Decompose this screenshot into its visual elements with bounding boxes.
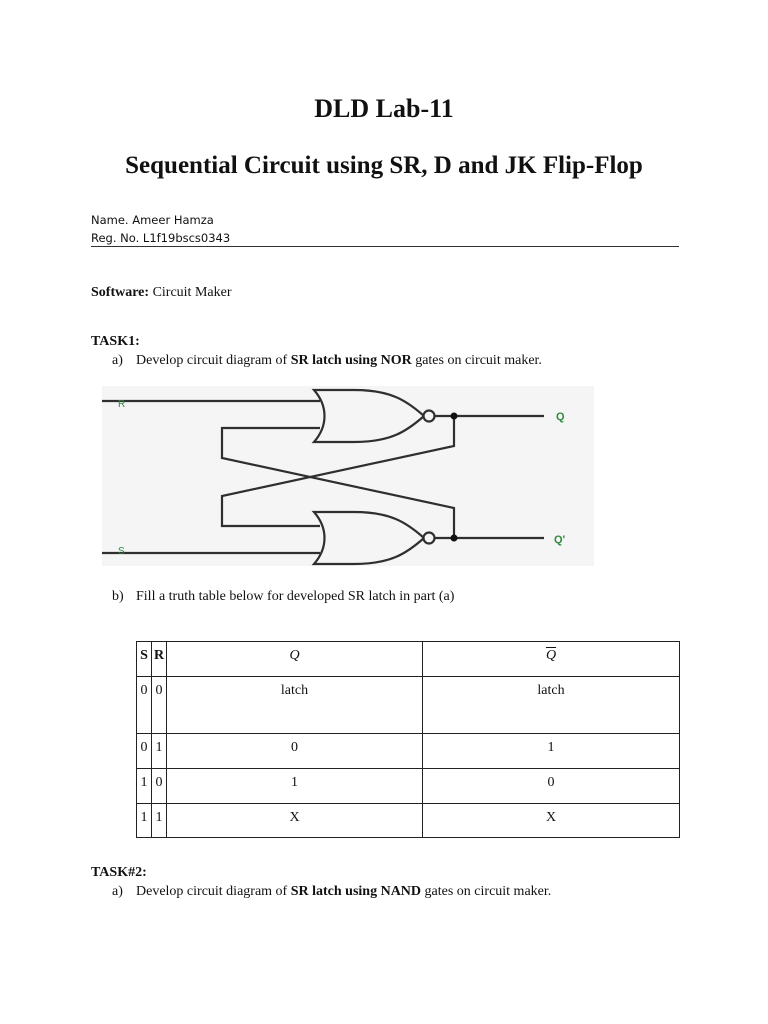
cell-q-bar: latch <box>423 677 680 734</box>
task2-a-bold: SR latch using NAND <box>290 884 422 899</box>
task1-a-bold: SR latch using NOR <box>290 353 412 368</box>
cell-r: 0 <box>152 769 167 804</box>
task1-item-a <box>112 353 123 369</box>
task2-a-post: gates on circuit maker. <box>421 884 552 899</box>
input-s-label: S <box>118 546 125 557</box>
task1-a-post: gates on circuit maker. <box>411 353 542 368</box>
sr-latch-nor-circuit <box>102 386 594 566</box>
inversion-bubble-top <box>424 411 435 422</box>
sr-truth-table <box>136 641 680 838</box>
header-s: S <box>137 642 152 677</box>
registration-number: Reg. No. L1f19bscs0343 <box>91 231 231 245</box>
task1-item-b <box>112 589 124 605</box>
cell-q: latch <box>167 677 423 734</box>
table-row <box>137 734 680 769</box>
table-row <box>137 769 680 804</box>
task1-heading-text: TASK1: <box>91 334 140 349</box>
output-q-label: Q <box>556 411 565 423</box>
task2-heading <box>91 865 147 881</box>
page-title: DLD Lab-11 <box>314 94 454 123</box>
cell-q-bar: X <box>423 804 680 838</box>
software-label: Software: <box>91 285 150 300</box>
task1-a-marker: a) <box>112 353 123 368</box>
task1-item-a-text <box>136 353 542 369</box>
task1-heading <box>91 334 140 350</box>
task2-a-pre: Develop circuit diagram of <box>136 884 291 899</box>
junction-dot-bottom <box>451 535 458 542</box>
cell-q: 1 <box>167 769 423 804</box>
input-r-label: R <box>118 399 126 410</box>
task2-heading-text: TASK#2: <box>91 865 147 880</box>
cell-s: 1 <box>137 769 152 804</box>
cell-s: 0 <box>137 677 152 734</box>
table-row <box>137 677 680 734</box>
inversion-bubble-bottom <box>424 533 435 544</box>
cell-s: 0 <box>137 734 152 769</box>
cell-r: 1 <box>152 734 167 769</box>
task2-item-a-text <box>136 884 551 900</box>
cell-q-bar: 1 <box>423 734 680 769</box>
software-value: Circuit Maker <box>149 285 232 300</box>
task1-a-pre: Develop circuit diagram of <box>136 353 291 368</box>
header-divider <box>91 246 679 247</box>
cell-s: 1 <box>137 804 152 838</box>
cell-r: 1 <box>152 804 167 838</box>
student-name: Name. Ameer Hamza <box>91 213 214 227</box>
task2-a-marker: a) <box>112 884 123 899</box>
header-q: Q <box>167 642 423 677</box>
task2-item-a <box>112 884 123 900</box>
table-header-row <box>137 642 680 677</box>
task1-b-marker: b) <box>112 589 124 604</box>
header-q-bar: $\overline{Q}$ <box>423 642 680 677</box>
task1-item-b-text: Fill a truth table below for developed SR latch in part (a) <box>136 589 455 604</box>
output-qn-label: Q' <box>554 534 566 546</box>
table-row <box>137 804 680 838</box>
junction-dot-top <box>451 413 458 420</box>
software-line <box>91 285 231 301</box>
page-subtitle: Sequential Circuit using SR, D and JK Flip-Flop <box>125 152 643 179</box>
cell-q: X <box>167 804 423 838</box>
cell-q: 0 <box>167 734 423 769</box>
header-r: R <box>152 642 167 677</box>
cell-q-bar: 0 <box>423 769 680 804</box>
cell-r: 0 <box>152 677 167 734</box>
